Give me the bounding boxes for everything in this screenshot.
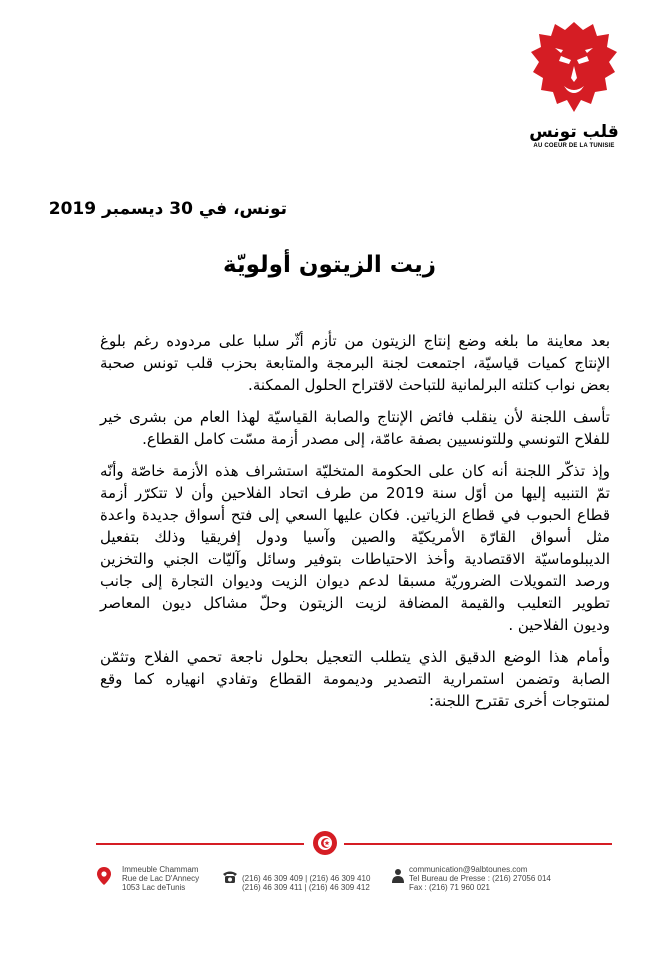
paragraph-line: وأمام هذا الوضع الدقيق الذي يتطلب التعجيل بحلول ناجعة تحمي الفلاح وتثمّن <box>100 648 610 666</box>
logo-arabic-name: قلب تونس <box>529 122 619 142</box>
paragraph-line: مثل أسواق القارّة الأمريكيّة والصين وآسيا ودول إفريقيا وذلك بتفعيل <box>100 528 610 546</box>
paragraph-line: الديبلوماسيّة الاقتصادية وأخذ الاحتياطات بتوفير وسائل وآليّات الجني والتخزين <box>100 550 610 568</box>
paragraph-line: بعد معاينة ما بلغه وضع إنتاج الزيتون من تأزم أثّر سلبا على مردوده رغم بلوغ <box>100 332 610 350</box>
paragraph-line: قطاع الحبوب في قطاع الزياتين. فكان عليها السعي إلى فتح أسواق جديدة واعدة <box>100 506 610 524</box>
paragraph-line: بعض نواب كتلته البرلمانية للتباحث لاقتراح الحلول الممكنة. <box>248 376 610 394</box>
document-title: زيت الزيتون أولويّة <box>223 252 436 278</box>
phone-line: (216) 46 309 411 | (216) 46 309 412 <box>242 883 370 892</box>
paragraph-line: ورصد التمويلات الضروريّة مسبقا لدعم ديوان الزيت وديوان التجارة إلى جانب <box>100 572 610 590</box>
paragraph-line: وديون الفلاحين . <box>508 616 610 634</box>
phone-line: (216) 46 309 409 | (216) 46 309 410 <box>242 874 371 883</box>
paragraph-line: للفلاح التونسي وللتونسيين بصفة عامّة، إلى مصدر أزمة مسّت كامل القطاع. <box>142 430 610 448</box>
paragraph-line: تأسف اللجنة لأن ينقلب فائض الإنتاج والصابة القياسيّة لهذا العام من بشرى خير <box>100 408 610 426</box>
address-line: Immeuble Chammam <box>122 865 199 874</box>
footer-address <box>122 865 199 892</box>
address-line: Rue de Lac D'Annecy <box>122 874 200 883</box>
contact-press-phone: Tel Bureau de Presse : (216) 27056 014 <box>409 874 551 883</box>
party-logo <box>524 20 624 150</box>
paragraph-line: وإذ تذكّر اللجنة أنه كان على الحكومة المتخليّة استشراف هذه الأزمة خاصّة وأنّه <box>100 462 610 480</box>
document-date: تونس، في 30 ديسمبر 2019 <box>48 199 287 219</box>
paragraph-line: تمّ التنبيه إليها من أوّل سنة 2019 من طرف اتحاد الفلاحين وأن لا تتكرّر أزمة <box>100 484 610 502</box>
paragraph-line: الصابة وتضمن استمرارية التصدير وديمومة القطاع وتفادي انهياره كما وقع <box>100 670 610 688</box>
paragraph-1 <box>100 330 610 396</box>
contact-fax: Fax : (216) 71 960 021 <box>409 883 490 892</box>
footer-divider-left <box>96 843 304 845</box>
contact-icon <box>391 868 405 884</box>
paragraph-line: الإنتاج كميات قياسيّة، اجتمعت لجنة البرمجة والمتابعة بحزب قلب تونس صحبة <box>100 354 610 372</box>
paragraph-4 <box>100 646 610 712</box>
contact-email[interactable]: communication@9albtounes.com <box>409 865 528 874</box>
footer-divider-right <box>344 843 612 845</box>
paragraph-line: لمنتوجات أخرى تقترح اللجنة: <box>428 692 610 710</box>
logo-tagline: AU COEUR DE LA TUNISIE <box>533 143 615 149</box>
document-body <box>100 330 610 722</box>
paragraph-3 <box>100 460 610 636</box>
address-line: 1053 Lac deTunis <box>122 883 186 892</box>
paragraph-line: تطوير التعليب والقيمة المضافة لزيت الزيتون وحلّ مشاكل ديون المعاصر <box>100 594 610 612</box>
tunisia-emblem-icon <box>312 830 338 856</box>
location-pin-icon <box>97 867 111 885</box>
telephone-icon <box>222 870 238 884</box>
footer-contact <box>409 865 551 892</box>
lion-logo-icon <box>531 20 617 120</box>
footer-phones <box>242 874 370 892</box>
paragraph-2 <box>100 406 610 450</box>
